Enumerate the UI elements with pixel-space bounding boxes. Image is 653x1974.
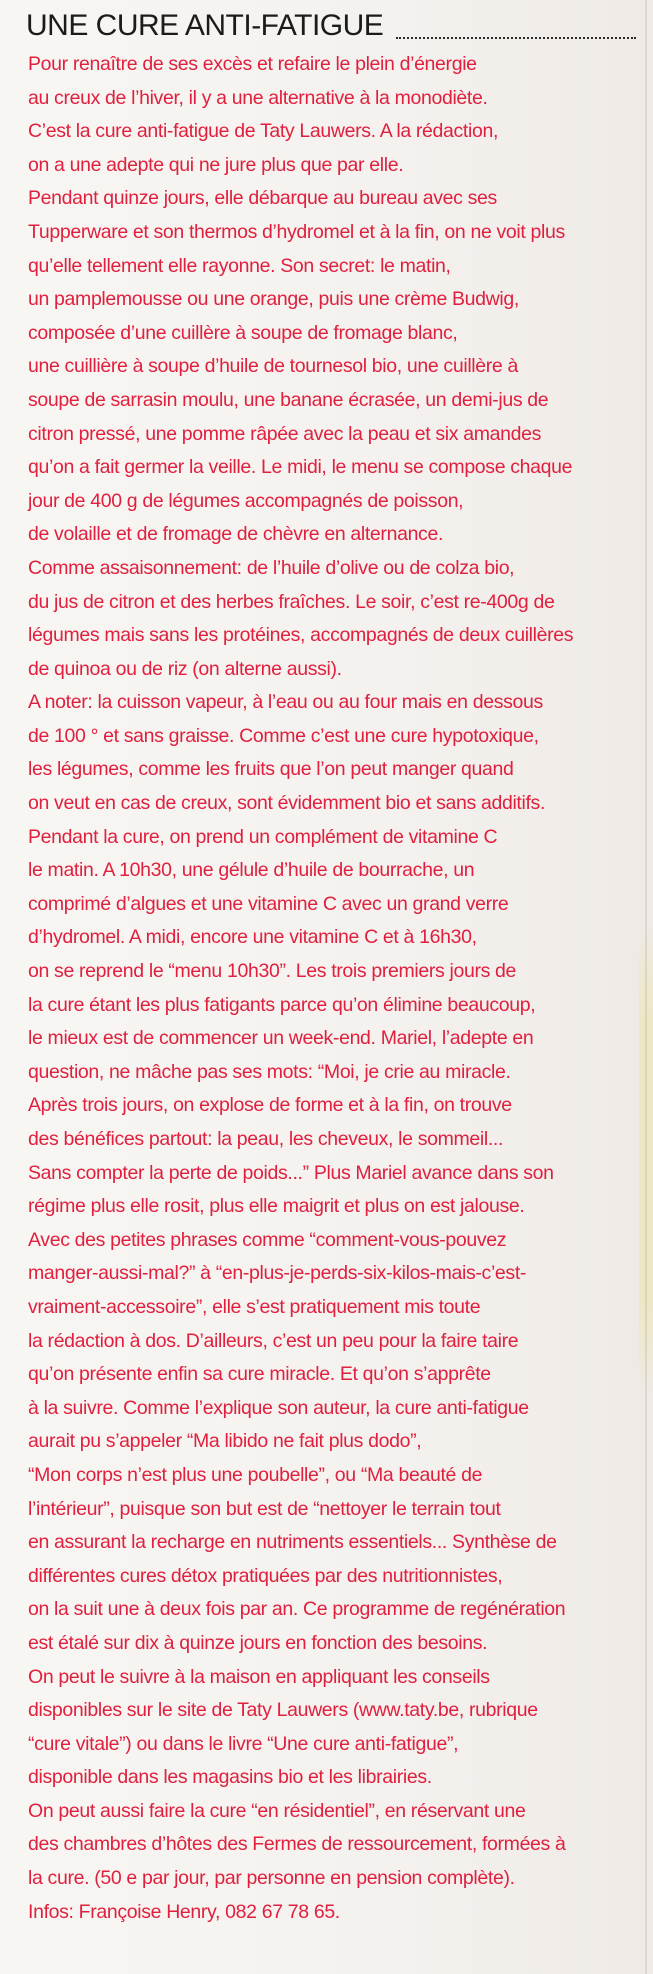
- article-line: régime plus elle rosit, plus elle maigrit et plus on est jalouse.: [28, 1195, 525, 1218]
- article-line: question, ne mâche pas ses mots: “Moi, je crie au miracle.: [28, 1060, 511, 1083]
- article-line: un pamplemousse ou une orange, puis une crème Budwig,: [28, 288, 519, 311]
- article-line: de 100 ° et sans graisse. Comme c’est une cure hypotoxique,: [28, 724, 539, 747]
- article-line: la cure étant les plus fatigants parce qu’on élimine beaucoup,: [28, 993, 536, 1016]
- article-line: différentes cures détox pratiquées par des nutritionnistes,: [28, 1564, 503, 1587]
- article-line: l’intérieur”, puisque son but est de “nettoyer le terrain tout: [28, 1497, 501, 1520]
- article-line: aurait pu s’appeler “Ma libido ne fait plus dodo”,: [28, 1430, 422, 1453]
- article-line: “cure vitale”) ou dans le livre “Une cure anti-fatigue”,: [28, 1732, 459, 1755]
- article-line: les légumes, comme les fruits que l’on peut manger quand: [28, 758, 514, 781]
- article-line: citron pressé, une pomme râpée avec la peau et six amandes: [28, 422, 541, 445]
- article-line: Pour renaître de ses excès et refaire le plein d’énergie: [28, 53, 477, 75]
- article-body: [28, 48, 640, 1929]
- article-line: on a une adepte qui ne jure plus que par elle.: [28, 153, 404, 176]
- article-line: le mieux est de commencer un week-end. Mariel, l’adepte en: [28, 1027, 534, 1050]
- article-line: du jus de citron et des herbes fraîches. Le soir, c’est re-400g de: [28, 590, 555, 613]
- article-line: Comme assaisonnement: de l’huile d’olive ou de colza bio,: [28, 556, 515, 579]
- article-line: légumes mais sans les protéines, accompagnés de deux cuillères: [28, 624, 574, 647]
- article-line: une cuillière à soupe d’huile de tournesol bio, une cuillère à: [28, 355, 518, 378]
- article-line: Sans compter la perte de poids...” Plus Mariel avance dans son: [28, 1161, 554, 1184]
- article-line: Infos: Françoise Henry, 082 67 78 65.: [28, 1900, 340, 1923]
- article-line: A noter: la cuisson vapeur, à l’eau ou au four mais en dessous: [28, 691, 543, 714]
- article-line: est étalé sur dix à quinze jours en fonction des besoins.: [28, 1631, 488, 1654]
- article-line: vraiment-accessoire”, elle s’est pratiquement mis toute: [28, 1295, 481, 1318]
- article-line: à la suivre. Comme l’explique son auteur, la cure anti-fatigue: [28, 1396, 529, 1419]
- article-line: Avec des petites phrases comme “comment-vous-pouvez: [28, 1228, 507, 1251]
- article-line: Après trois jours, on explose de forme et à la fin, on trouve: [28, 1094, 512, 1117]
- article-header: [26, 8, 636, 48]
- article-line: en assurant la recharge en nutriments essentiels... Synthèse de: [28, 1531, 557, 1554]
- article-line: on veut en cas de creux, sont évidemment bio et sans additifs.: [28, 792, 546, 815]
- article-line: soupe de sarrasin moulu, une banane écrasée, un demi-jus de: [28, 388, 549, 411]
- article-line: comprimé d’algues et une vitamine C avec un grand verre: [28, 892, 509, 915]
- article-line: manger-aussi-mal?” à “en-plus-je-perds-six-kilos-mais-c’est-: [28, 1262, 527, 1285]
- article-line: de volaille et de fromage de chèvre en alternance.: [28, 523, 444, 546]
- article-line: On peut le suivre à la maison en appliquant les conseils: [28, 1665, 490, 1688]
- article-line: le matin. A 10h30, une gélule d’huile de bourrache, un: [28, 859, 475, 882]
- article-line: qu’on présente enfin sa cure miracle. Et qu’on s’apprête: [28, 1363, 491, 1386]
- article-line: Pendant la cure, on prend un complément de vitamine C: [28, 825, 498, 848]
- article-line: de quinoa ou de riz (on alterne aussi).: [28, 657, 342, 680]
- article-line: on se reprend le “menu 10h30”. Les trois premiers jours de: [28, 960, 517, 983]
- article-line: qu’elle tellement elle rayonne. Son secret: le matin,: [28, 254, 451, 277]
- article-line: disponible dans les magasins bio et les librairies.: [28, 1766, 432, 1789]
- article-line: “Mon corps n’est plus une poubelle”, ou “Ma beauté de: [28, 1463, 483, 1486]
- article-line: disponibles sur le site de Taty Lauwers (www.taty.be, rubrique: [28, 1699, 538, 1722]
- title-dotted-rule: [396, 37, 636, 39]
- article-line: jour de 400 g de légumes accompagnés de poisson,: [28, 489, 464, 512]
- article-line: C’est la cure anti-fatigue de Taty Lauwers. A la rédaction,: [28, 120, 499, 143]
- page-fold-line: [645, 0, 647, 1974]
- article-line: la rédaction à dos. D’ailleurs, c’est un peu pour la faire taire: [28, 1329, 519, 1352]
- article-line: la cure. (50 e par jour, par personne en pension complète).: [28, 1867, 515, 1890]
- article-line: Pendant quinze jours, elle débarque au bureau avec ses: [28, 187, 497, 210]
- article-line: Tupperware et son thermos d’hydromel et à la fin, on ne voit plus: [28, 220, 565, 243]
- article-line: qu’on a fait germer la veille. Le midi, le menu se compose chaque: [28, 456, 573, 479]
- article-line: au creux de l’hiver, il y a une alternative à la monodiète.: [28, 86, 488, 109]
- article-line: d’hydromel. A midi, encore une vitamine C et à 16h30,: [28, 926, 477, 949]
- article-line: des bénéfices partout: la peau, les cheveux, le sommeil...: [28, 1128, 504, 1150]
- article-line: composée d’une cuillère à soupe de fromage blanc,: [28, 321, 458, 344]
- article-title: UNE CURE ANTI-FATIGUE: [26, 9, 384, 42]
- article-line: On peut aussi faire la cure “en résidentiel”, en réservant une: [28, 1799, 526, 1822]
- article-line: des chambres d’hôtes des Fermes de ressourcement, formées à: [28, 1833, 566, 1856]
- article-line: on la suit une à deux fois par an. Ce programme de regénération: [28, 1598, 566, 1621]
